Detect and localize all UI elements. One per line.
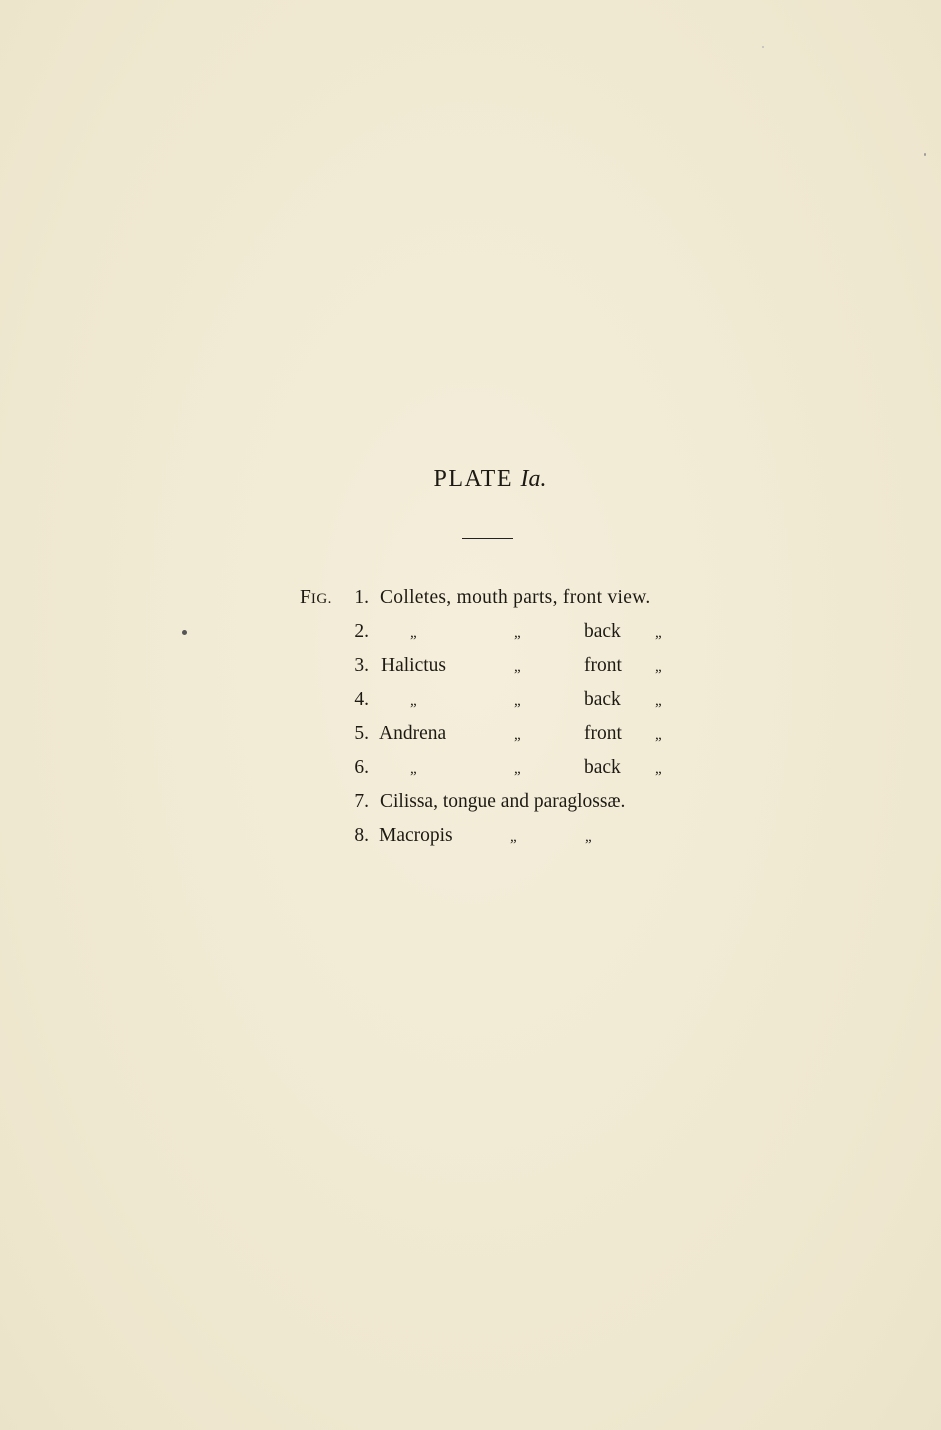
ditto-mark: „	[514, 761, 521, 777]
fig-label: FIG.	[300, 587, 332, 608]
view-label: back	[584, 621, 621, 642]
plate-number: Ia.	[520, 466, 547, 492]
title-rule	[462, 538, 513, 539]
figure-number: 2.	[354, 621, 369, 642]
figure-number: 8.	[354, 825, 369, 846]
ditto-mark: „	[410, 625, 417, 641]
figure-number: 6.	[354, 757, 369, 778]
genus-name: Macropis	[379, 825, 453, 846]
figure-number: 1.	[354, 587, 369, 608]
paper-speck	[762, 46, 764, 48]
figure-number: 5.	[354, 723, 369, 744]
view-label: front	[584, 655, 622, 676]
ditto-mark: „	[514, 625, 521, 641]
plate-word: PLATE	[433, 466, 513, 492]
ditto-mark: „	[655, 727, 662, 743]
ditto-mark: „	[514, 727, 521, 743]
figure-number: 3.	[354, 655, 369, 676]
figure-number: 4.	[354, 689, 369, 710]
figure-caption: Colletes, mouth parts, front view.	[380, 587, 651, 608]
genus-name: Andrena	[379, 723, 447, 744]
paper-speck	[924, 153, 926, 156]
view-label: back	[584, 757, 621, 778]
ditto-mark: „	[514, 659, 521, 675]
ditto-mark: „	[410, 761, 417, 777]
paper-speck	[182, 630, 187, 635]
figure-caption: Cilissa, tongue and paraglossæ.	[380, 791, 626, 812]
genus-name: Halictus	[381, 655, 446, 676]
view-label: back	[584, 689, 621, 710]
ditto-mark: „	[514, 693, 521, 709]
ditto-mark: „	[585, 829, 592, 845]
view-label: front	[584, 723, 622, 744]
ditto-mark: „	[655, 693, 662, 709]
ditto-mark: „	[655, 761, 662, 777]
ditto-mark: „	[655, 625, 662, 641]
ditto-mark: „	[410, 693, 417, 709]
figure-number: 7.	[354, 791, 369, 812]
ditto-mark: „	[510, 829, 517, 845]
ditto-mark: „	[655, 659, 662, 675]
plate-title	[0, 466, 941, 493]
